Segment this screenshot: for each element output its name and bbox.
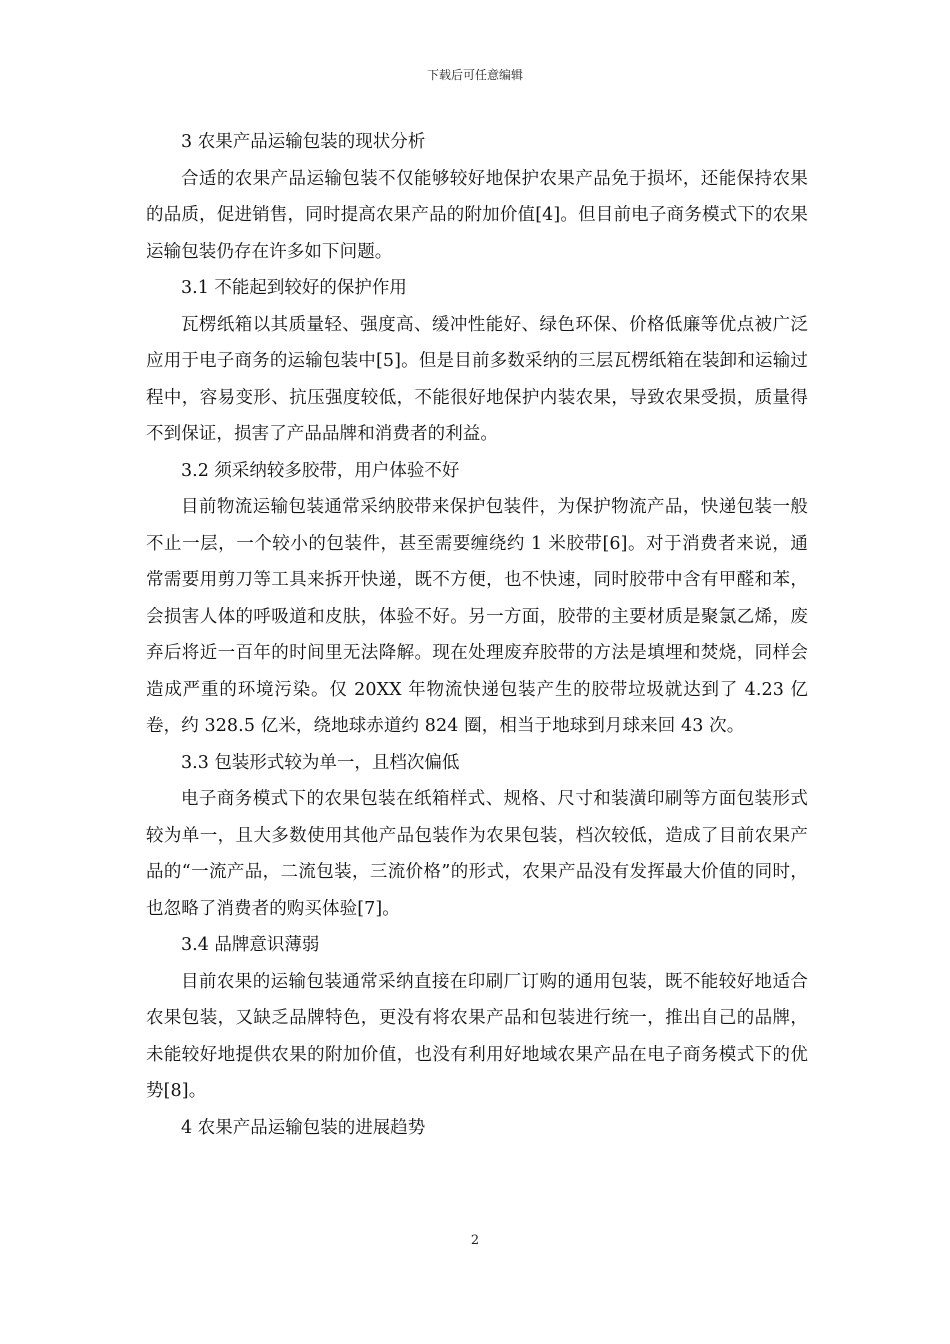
paragraph-3-2: 目前物流运输包装通常采纳胶带来保护包装件，为保护物流产品，快递包装一般不止一层，一个较小的包装件，甚至需要缠绕约 1 米胶带[6]。对于消费者来说，通常需要用剪刀等工具来拆开快递，既不方便，也不快速，同时胶带中含有甲醛和苯，会损害人体的呼吸道和皮肤，体验不好。另一方面，胶带的主要材质是聚氯乙烯，废弃后将近一百年的时间里无法降解。现在处理废弃胶带的方法是填埋和焚烧，同样会造成严重的环境污染。仅 20XX 年物流快递包装产生的胶带垃圾就达到了 4.23 亿卷，约 328.5 亿米，绕地球赤道约 824 圈，相当于地球到月球来回 43 次。 [146,497,808,736]
section-heading-3-1: 3.1 不能起到较好的保护作用 [181,278,407,298]
paragraph-3-3: 电子商务模式下的农果包装在纸箱样式、规格、尺寸和装潢印刷等方面包装形式较为单一，且大多数使用其他产品包装作为农果包装，档次较低，造成了目前农果产品的“一流产品，二流包装，三流价格”的形式，农果产品没有发挥最大价值的同时，也忽略了消费者的购买体验[7]。 [146,789,808,919]
section-heading-3: 3 农果产品运输包装的现状分析 [181,132,426,152]
section-heading-3-4: 3.4 品牌意识薄弱 [181,935,320,955]
section-heading-3-2: 3.2 须采纳较多胶带，用户体验不好 [181,460,460,481]
paragraph-3-1: 瓦楞纸箱以其质量轻、强度高、缓冲性能好、绿色环保、价格低廉等优点被广泛应用于电子商务的运输包装中[5]。但是目前多数采纳的三层瓦楞纸箱在装卸和运输过程中，容易变形、抗压强度较低，不能很好地保护内装农果，导致农果受损，质量得不到保证，损害了产品品牌和消费者的利益。 [146,314,808,444]
page-number: 2 [470,1233,480,1248]
section-heading-4: 4 农果产品运输包装的进展趋势 [181,1117,426,1138]
document-body [146,124,808,1146]
page-header: 下载后可任意编辑 [426,68,523,82]
section-heading-3-3: 3.3 包装形式较为单一，且档次偏低 [181,752,460,773]
paragraph-3-4: 目前农果的运输包装通常采纳直接在印刷厂订购的通用包装，既不能较好地适合农果包装，又缺乏品牌特色，更没有将农果产品和包装进行统一，推出自己的品牌，未能较好地提供农果的附加价值，也没有利用好地域农果产品在电子商务模式下的优势[8]。 [146,971,808,1101]
paragraph-3-intro: 合适的农果产品运输包装不仅能够较好地保护农果产品免于损坏，还能保持农果的品质，促进销售，同时提高农果产品的附加价值[4]。但目前电子商务模式下的农果运输包装仍存在许多如下问题。 [146,168,808,262]
